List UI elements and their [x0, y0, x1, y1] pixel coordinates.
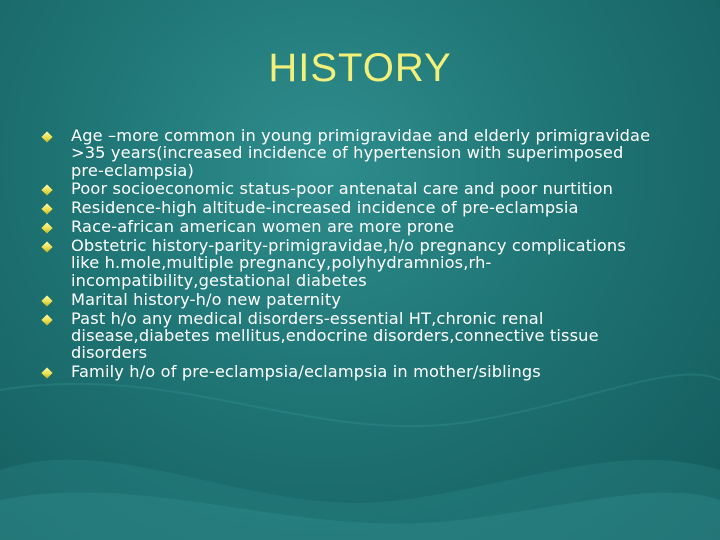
bullet-text: Marital history-h/o new paternity [71, 289, 342, 309]
bullet-item-socioeconomic [40, 180, 655, 197]
bullet-item-family-history [40, 363, 655, 380]
bullet-text: Obstetric history-parity-primigravidae,h/o pregnancy complications like h.mole,multiple pregnancy,polyhydramnios,rh-incompatibility,gestational diabetes [71, 236, 626, 290]
diamond-bullet-icon [41, 185, 52, 196]
bullet-text: Age –more common in young primigravidae and elderly primigravidae >35 years(increased incidence of hypertension with superimposed pre-eclampsia) [71, 126, 651, 180]
bullet-item-residence [40, 199, 655, 216]
diamond-bullet-icon [41, 314, 52, 325]
diamond-bullet-icon [41, 367, 52, 378]
slide-title: HISTORY [268, 46, 452, 90]
diamond-bullet-icon [41, 223, 52, 234]
diamond-bullet-icon [41, 295, 52, 306]
bullet-text: Family h/o of pre-eclampsia/eclampsia in mother/siblings [71, 362, 541, 382]
bullet-list [40, 127, 655, 382]
bullet-text: Race-african american women are more prone [71, 217, 455, 237]
bullet-text: Poor socioeconomic status-poor antenatal care and poor nurtition [71, 179, 614, 199]
diamond-bullet-icon [41, 204, 52, 215]
diamond-bullet-icon [41, 131, 52, 142]
bullet-item-obstetric-history [40, 237, 655, 289]
bullet-text: Residence-high altitude-increased incidence of pre-eclampsia [71, 198, 579, 218]
bullet-item-marital-history [40, 291, 655, 308]
bullet-item-past-history [40, 310, 655, 362]
bullet-text: Past h/o any medical disorders-essential HT,chronic renal disease,diabetes mellitus,endocrine disorders,connective tissue disorders [71, 308, 599, 363]
bullet-item-race [40, 218, 655, 235]
bullet-item-age [40, 127, 655, 179]
diamond-bullet-icon [41, 241, 52, 252]
